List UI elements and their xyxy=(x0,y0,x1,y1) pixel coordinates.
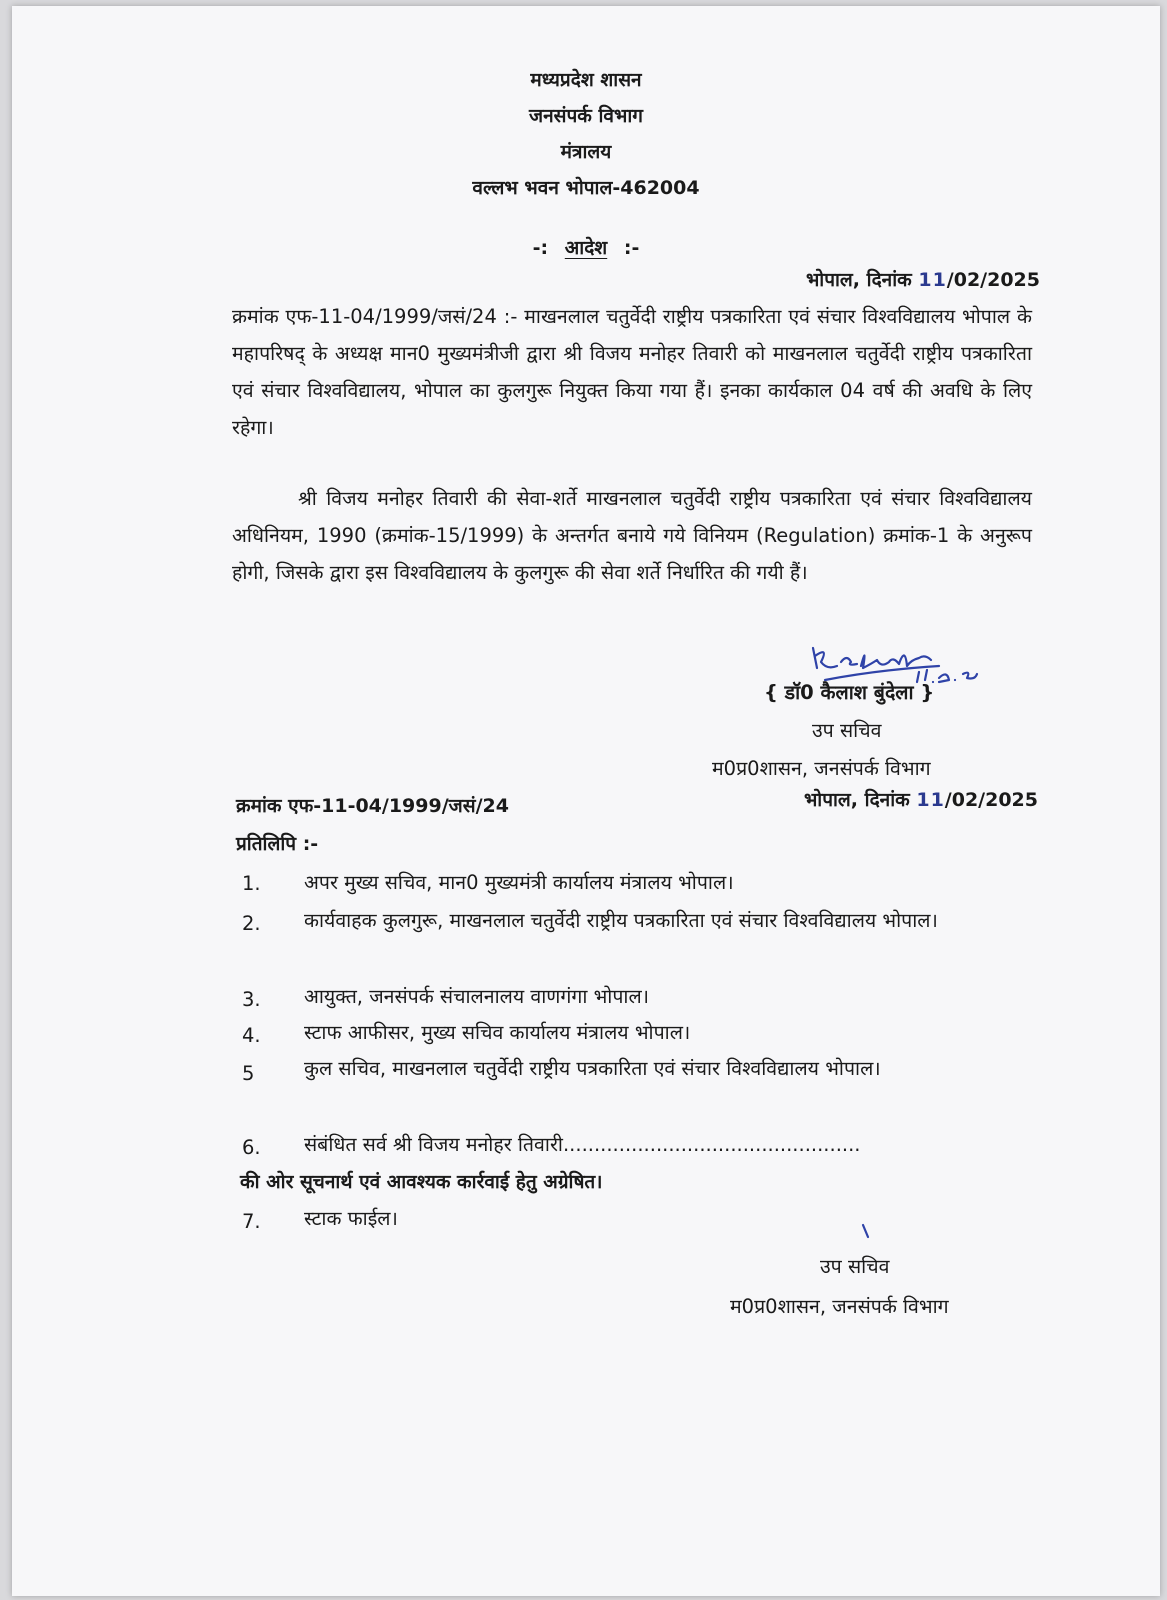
order-paragraph-1: क्रमांक एफ-11-04/1999/जसं/24 :- माखनलाल चतुर्वेदी राष्ट्रीय पत्रकारिता एवं संचार विश्वविद्यालय भोपाल के महापरिषद् के अध्यक्ष मान0 मुख्यमंत्रीजी द्वारा श्री विजय मनोहर तिवारी को माखनलाल चतुर्वेदी राष्ट्रीय पत्रकारिता एवं संचार विश्वविद्यालय, भोपाल का कुलगुरू नियुक्त किया गया हैं। इनका कार्यकाल 04 वर्ष की अवधि के लिए रहेगा। xyxy=(232,305,1032,439)
copy-item-number: 7. xyxy=(242,1210,261,1233)
ink-mark xyxy=(860,1222,872,1242)
address-line: वल्लभ भवन भोपाल-462004 xyxy=(472,177,700,199)
copy-item-number: 1. xyxy=(242,872,261,895)
copy-item: आयुक्त, जनसंपर्क संचालनालय वाणगंगा भोपाल। xyxy=(304,985,650,1008)
copy-item-number: 6. xyxy=(242,1136,261,1159)
order-title-text: आदेश xyxy=(564,237,608,259)
copy-item: अपर मुख्य सचिव, मान0 मुख्यमंत्री कार्यालय मंत्रालय भोपाल। xyxy=(304,871,734,894)
order-date-day: 11 xyxy=(918,269,947,291)
forwarding-note: की ओर सूचनार्थ एवं आवश्यक कार्रवाई हेतु अग्रेषित। xyxy=(240,1171,603,1193)
closing-designation: उप सचिव xyxy=(820,1255,890,1278)
copy-reference: क्रमांक एफ-11-04/1999/जसं/24 xyxy=(236,795,509,817)
copy-date-day: 11 xyxy=(916,789,945,811)
order-title: -: आदेश :- xyxy=(532,237,640,259)
department-name: जनसंपर्क विभाग xyxy=(529,105,643,127)
govt-name: मध्यप्रदेश शासन xyxy=(530,69,642,91)
copy-item: कुल सचिव, माखनलाल चतुर्वेदी राष्ट्रीय पत्रकारिता एवं संचार विश्वविद्यालय भोपाल। xyxy=(304,1057,881,1080)
copy-item: कार्यवाहक कुलगुरू, माखनलाल चतुर्वेदी राष्ट्रीय पत्रकारिता एवं संचार विश्वविद्यालय भोपाल। xyxy=(304,909,938,932)
document-page xyxy=(12,6,1160,1596)
closing-department: म0प्र0शासन, जनसंपर्क विभाग xyxy=(730,1295,949,1318)
copy-item-number: 2. xyxy=(242,912,261,935)
copy-item: संबंधित सर्व श्री विजय मनोहर तिवारी................................................ xyxy=(304,1133,861,1156)
copy-item-number: 3. xyxy=(242,988,261,1011)
copy-item: स्टाक फाईल। xyxy=(304,1207,398,1230)
signatory-department: म0प्र0शासन, जनसंपर्क विभाग xyxy=(712,757,931,780)
copy-heading: प्रतिलिपि :- xyxy=(236,833,319,855)
copy-item-number: 5 xyxy=(242,1062,255,1085)
signatory-name: { डॉ0 कैलाश बुंदेला } xyxy=(764,681,935,704)
order-date: भोपाल, दिनांक 11/02/2025 xyxy=(805,269,1040,291)
copy-date: भोपाल, दिनांक 11/02/2025 xyxy=(803,789,1038,811)
ministry-name: मंत्रालय xyxy=(560,141,612,163)
order-paragraph-2: श्री विजय मनोहर तिवारी की सेवा-शर्ते माखनलाल चतुर्वेदी राष्ट्रीय पत्रकारिता एवं संचार विश्वविद्यालय अधिनियम, 1990 (क्रमांक-15/1999) के अन्तर्गत बनाये गये विनियम (Regulation) क्रमांक-1 के अनुरूप होगी, जिसके द्वारा इस विश्वविद्यालय के कुलगुरू की सेवा शर्ते निर्धारित की गयी हैं। xyxy=(232,487,1032,584)
copy-item: स्टाफ आफीसर, मुख्य सचिव कार्यालय मंत्रालय भोपाल। xyxy=(304,1021,691,1044)
signatory-designation: उप सचिव xyxy=(812,719,882,742)
copy-item-number: 4. xyxy=(242,1024,261,1047)
